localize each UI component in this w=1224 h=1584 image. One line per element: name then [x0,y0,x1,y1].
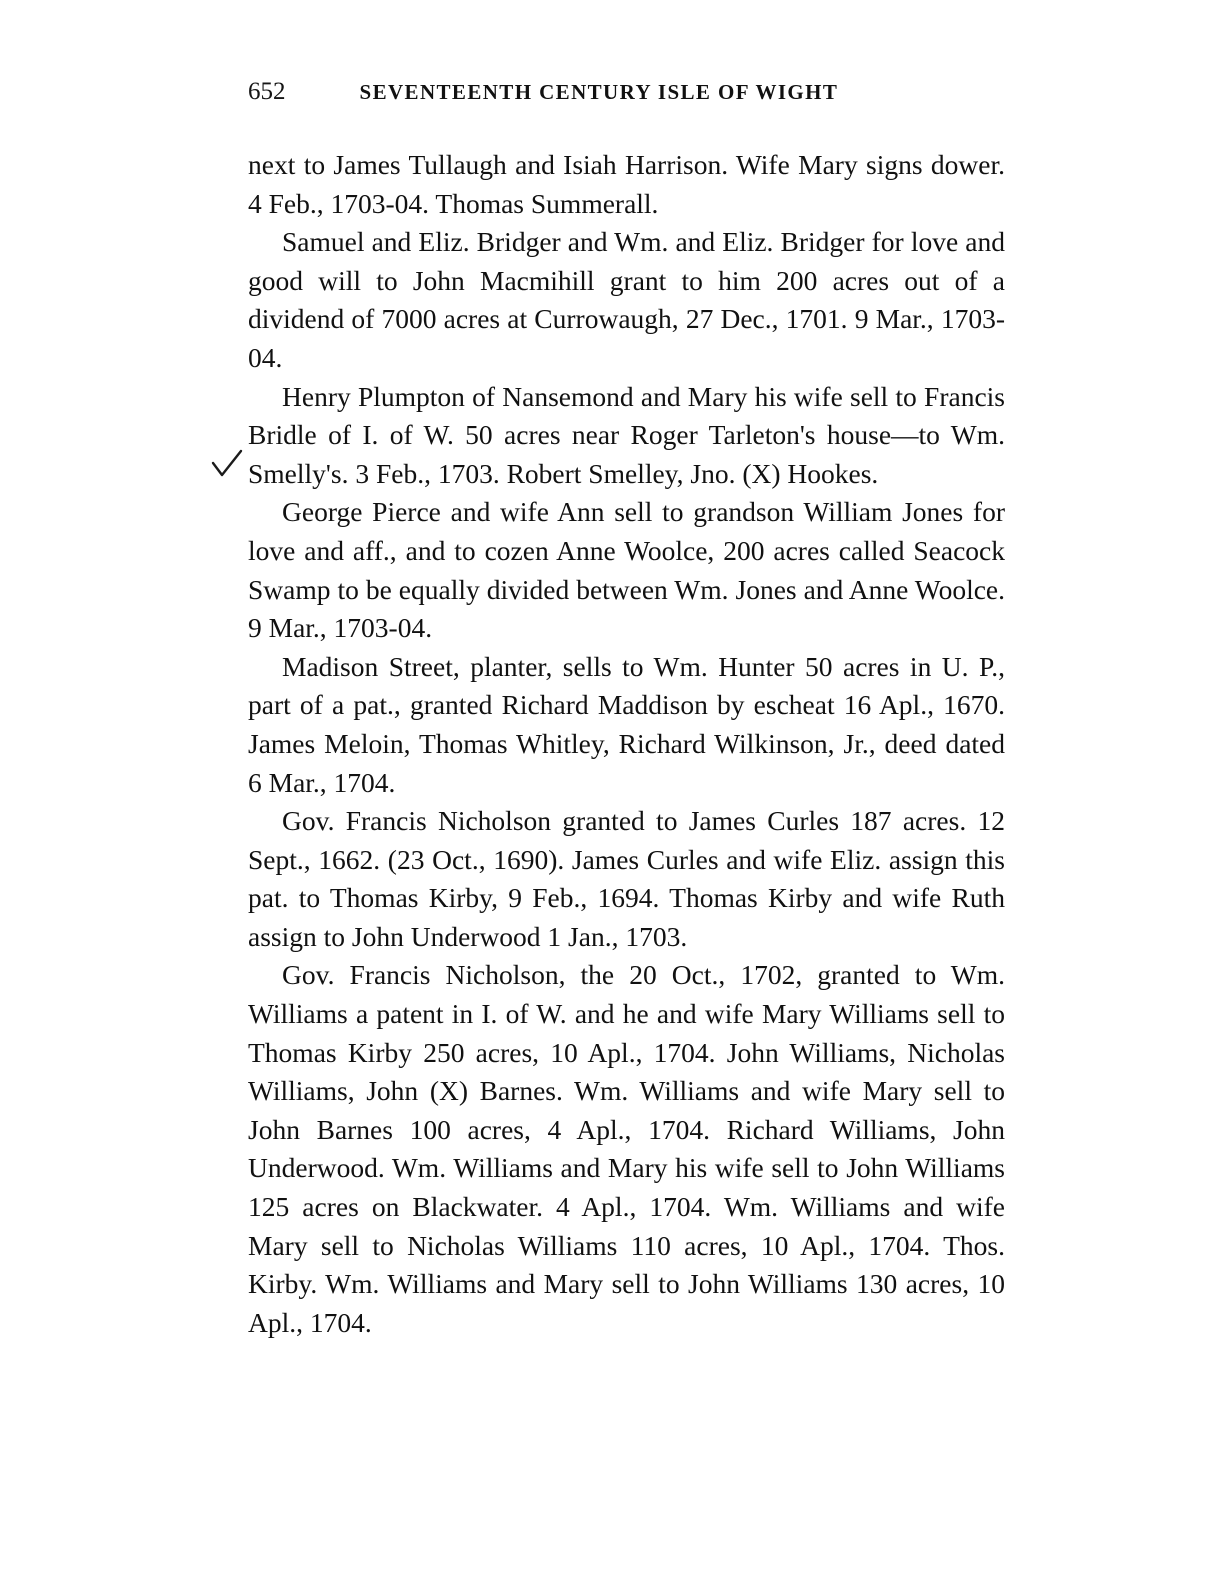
running-head: SEVENTEENTH CENTURY ISLE OF WIGHT [359,80,839,104]
check-mark-annotation [210,448,244,482]
paragraph: Henry Plumpton of Nansemond and Mary his wife sell to Francis Bridle of I. of W. 50 acres near Roger Tarleton's house—to Wm. Smelly's. 3 Feb., 1703. Robert Smelley, Jno. (X) Hookes. [248,380,1005,489]
page-header [248,78,1008,112]
paragraph: Gov. Francis Nicholson, the 20 Oct., 1702, granted to Wm. Williams a patent in I. of W. and he and wife Mary Williams sell to Thomas Kirby 250 acres, 10 Apl., 1704. John Williams, Nicholas Williams, John (X) Barnes. Wm. Williams and wife Mary sell to John Barnes 100 acres, 4 Apl., 1704. Richard Williams, John Underwood. Wm. Williams and Mary his wife sell to John Williams 125 acres on Blackwater. 4 Apl., 1704. Wm. Williams and wife Mary sell to Nicholas Williams 110 acres, 10 Apl., 1704. Thos. Kirby. Wm. Williams and Mary sell to John Williams 130 acres, 10 Apl., 1704. [248,959,1005,1338]
paragraph: Samuel and Eliz. Bridger and Wm. and Eliz. Bridger for love and good will to John Macmihill grant to him 200 acres out of a dividend of 7000 acres at Currowaugh, 27 Dec., 1701. 9 Mar., 1703-04. [248,226,1005,373]
paragraph: next to James Tullaugh and Isiah Harrison. Wife Mary signs dower. 4 Feb., 1703-04. Thomas Summerall. [248,149,1005,219]
page-number: 652 [248,78,286,105]
paragraph: Gov. Francis Nicholson granted to James Curles 187 acres. 12 Sept., 1662. (23 Oct., 1690). James Curles and wife Eliz. assign this pat. to Thomas Kirby, 9 Feb., 1694. Thomas Kirby and wife Ruth assign to John Underwood 1 Jan., 1703. [248,805,1005,952]
paragraph: Madison Street, planter, sells to Wm. Hunter 50 acres in U. P., part of a pat., granted Richard Maddison by escheat 16 Apl., 1670. James Meloin, Thomas Whitley, Richard Wilkinson, Jr., deed dated 6 Mar., 1704. [248,650,1005,798]
body-text-column [248,146,1005,1342]
paragraph: George Pierce and wife Ann sell to grandson William Jones for love and aff., and to cozen Anne Woolce, 200 acres called Seacock Swamp to be equally divided between Wm. Jones and Anne Woolce. 9 Mar., 1703-04. [248,496,1005,644]
